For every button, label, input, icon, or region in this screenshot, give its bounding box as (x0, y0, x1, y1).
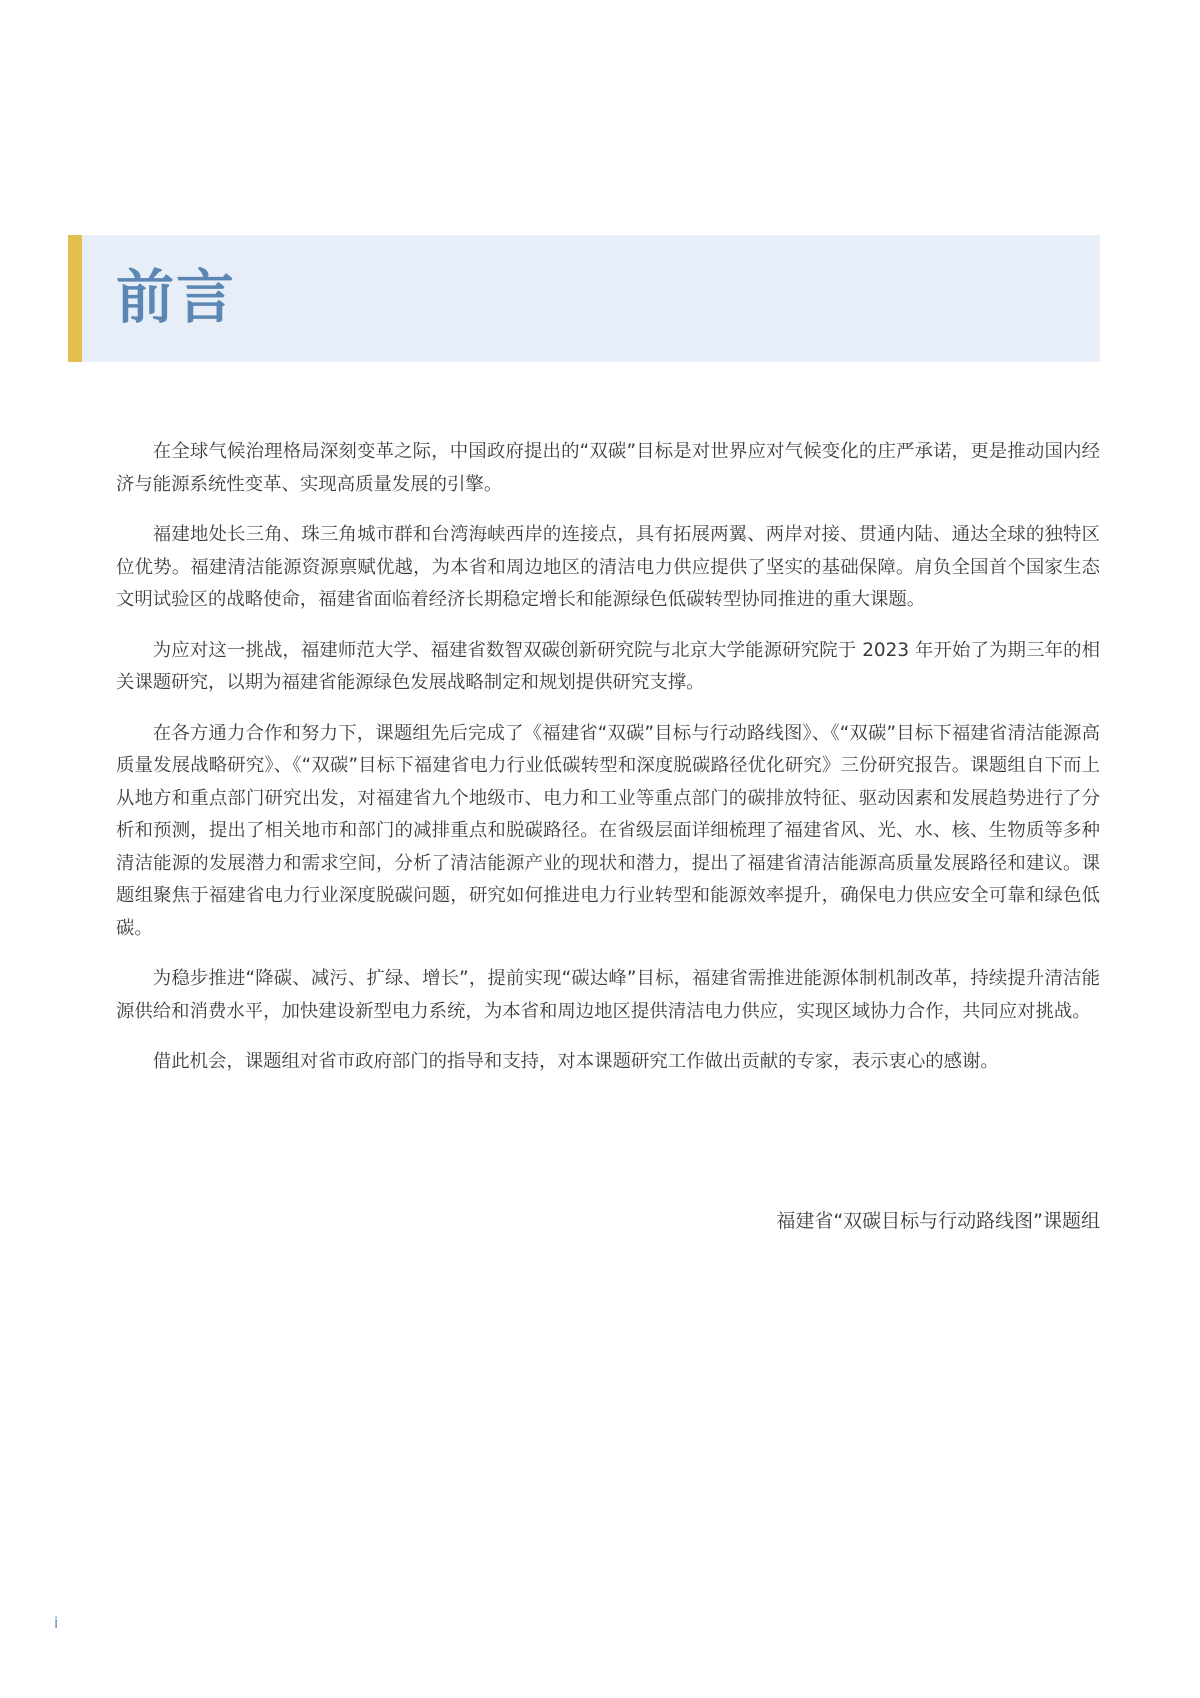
paragraph-5: 为稳步推进“降碳、减污、扩绿、增长”，提前实现“碳达峰”目标，福建省需推进能源体制机制改革，持续提升清洁能源供给和消费水平，加快建设新型电力系统，为本省和周边地区提供清洁电力供应，实现区域协力合作，共同应对挑战。 (116, 968, 1100, 1022)
body-content (116, 436, 1100, 1097)
title-band (68, 235, 1100, 362)
paragraph-3: 为应对这一挑战，福建师范大学、福建省数智双碳创新研究院与北京大学能源研究院于 2023 年开始了为期三年的相关课题研究，以期为福建省能源绿色发展战略制定和规划提供研究支撑。 (116, 639, 1100, 693)
paragraph-6: 借此机会，课题组对省市政府部门的指导和支持，对本课题研究工作做出贡献的专家，表示衷心的感谢。 (152, 1051, 999, 1072)
paragraph-4: 在各方通力合作和努力下，课题组先后完成了《福建省“双碳”目标与行动路线图》、《“双碳”目标下福建省清洁能源高质量发展战略研究》、《“双碳”目标下福建省电力行业低碳转型和深度脱碳路径优化研究》三份研究报告。课题组自下而上从地方和重点部门研究出发，对福建省九个地级市、电力和工业等重点部门的碳排放特征、驱动因素和发展趋势进行了分析和预测，提出了相关地市和部门的减排重点和脱碳路径。在省级层面详细梳理了福建省风、光、水、核、生物质等多种清洁能源的发展潜力和需求空间，分析了清洁能源产业的现状和潜力，提出了福建省清洁能源高质量发展路径和建议。课题组聚焦于福建省电力行业深度脱碳问题，研究如何推进电力行业转型和能源效率提升，确保电力供应安全可靠和绿色低碳。 (116, 722, 1100, 939)
title-accent-bar (68, 235, 82, 362)
page-number: i (54, 1614, 59, 1632)
page-title: 前言 (116, 263, 237, 331)
signature: 福建省“双碳目标与行动路线图”课题组 (776, 1210, 1100, 1232)
paragraph-2: 福建地处长三角、珠三角城市群和台湾海峡西岸的连接点，具有拓展两翼、两岸对接、贯通内陆、通达全球的独特区位优势。福建清洁能源资源禀赋优越，为本省和周边地区的清洁电力供应提供了坚实的基础保障。肩负全国首个国家生态文明试验区的战略使命，福建省面临着经济长期稳定增长和能源绿色低碳转型协同推进的重大课题。 (116, 524, 1100, 610)
paragraph-1: 在全球气候治理格局深刻变革之际，中国政府提出的“双碳”目标是对世界应对气候变化的庄严承诺，更是推动国内经济与能源系统性变革、实现高质量发展的引擎。 (116, 441, 1100, 495)
